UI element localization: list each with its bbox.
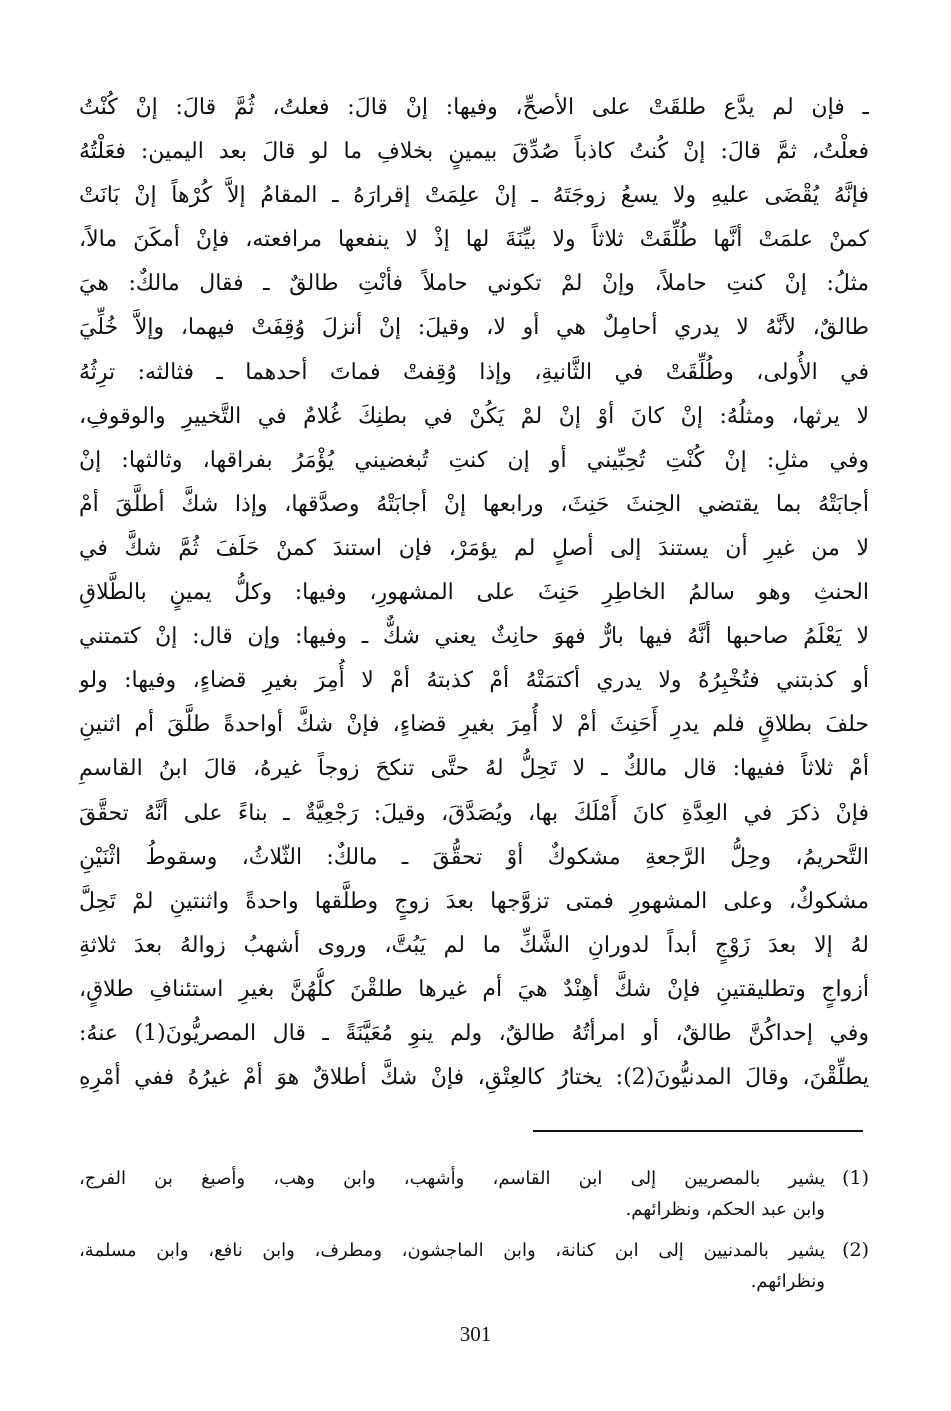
text-line: التَّحريمُ، وحِلُّ الرَّجعةِ مشكوكٌ أوْ تحقُّقَ ـ مالكٌ: الثّلاثُ، وسقوطُ اثْنَيْنِ [79, 844, 869, 870]
footnote-line: وابن عبد الحكم، ونظرائهم. [625, 1199, 825, 1220]
text-line: أزواجٍ وتطليقتينِ فإنْ شكَّ أهِنْدٌ هيَ أم غيرها طلقْنَ كلُّهُنَّ بغيرِ استئنافِ طلاقٍ، [79, 976, 869, 1002]
footnote-text [79, 1235, 825, 1297]
text-line: فعلْتُ، ثمَّ قالَ: إنْ كُنتُ كاذباً صُدِّقَ بيمينٍ بخلافِ ما لو قالَ بعد اليمين: فعَلْتُهُ [79, 139, 869, 165]
text-line: كمنْ علمَتْ أنَّها طُلِّقَتْ ثلاثاً ولا بيِّنَةَ لها إذْ لا ينفعها مرافعته، فإنْ أمكَنَ مالاً، [79, 227, 869, 253]
footnotes-block [79, 1163, 869, 1307]
text-line: مشكوكٌ، وعلى المشهورِ فمتى تزوَّجها بعدَ زوجٍ وطلَّقها واحدةً واثنتينِ لمْ تَحِلَّ [79, 888, 869, 914]
text-line: يطلِّقْنَ، وقالَ المدنيُّونَ(2): يختارُ كالعِتْقِ، فإنْ شكَّ أطلاقٌ هوَ أمْ غيرُهُ ففي أمْرِهِ [79, 1065, 869, 1091]
footnote-separator [533, 1130, 863, 1132]
text-line: فإنْ ذكرَ في العِدَّةِ كانَ أَمْلَكَ بها، ويُصَدَّقَ، وقيلَ: رَجْعِيَّةٌ ـ بناءً على أنَّهُ تحقَّقَ [79, 800, 869, 826]
footnote-text [79, 1163, 825, 1225]
text-line: لا يرثها، ومثلُهُ: إنْ كانَ أوْ إنْ لمْ يَكُنْ في بطنِكَ غُلامٌ في التَّخييرِ والوقوفِ، [79, 403, 869, 429]
main-text-block [79, 86, 869, 1100]
footnote-number: (2) [842, 1239, 869, 1261]
text-line: ـ فإن لم يدَّع طلقَتْ على الأصحِّ، وفيها: إنْ قالَ: فعلتُ، ثُمَّ قالَ: إنْ كُنْتُ [79, 95, 869, 120]
text-line: فإنَّهُ يُقْضَى عليهِ ولا يسعُ زوجَتَهُ ـ إنْ علِمَتْ إقرارَهُ ـ المقامُ إلاَّ كُرْهاً إنْ بَانَتْ [79, 183, 869, 209]
text-line: وفي إحداكُنَّ طالقٌ، أو امرأتُهُ طالقٌ، ولم ينوِ مُعَيَّنَةً ـ قال المصريُّونَ(1) عنهُ: [79, 1020, 869, 1046]
text-line: حلفَ بطلاقٍ فلم يدرِ أَحَنِثَ أمْ لا أُمِرَ بغيرِ قضاءٍ، فإنْ شكَّ أواحدةً طلَّقَ أم اثنينِ [79, 712, 869, 738]
text-line: لا يَعْلَمُ صاحبها أنَّهُ فيها بارٌّ فهوَ حانِثٌ يعني شكٌّ ـ وفيها: وإن قال: إنْ كتمتني [79, 624, 869, 650]
text-line: لا من غيرِ أن يستندَ إلى أصلٍ لم يؤمَرْ، فإن استندَ كمنْ حَلَفَ ثُمَّ شكَّ في [79, 535, 869, 561]
footnote-2 [79, 1235, 869, 1297]
text-line: وفي مثلِ: إنْ كُنْتِ تُحِبِّيني أو إن كنتِ تُبغضيني يُؤْمَرُ بفراقها، وثالثها: إنْ [79, 447, 869, 473]
text-line: مثلُ: إنْ كنتِ حاملاً، وإنْ لمْ تكوني حاملاً فأنْتِ طالقٌ ـ فقال مالكٌ: هيَ [79, 271, 869, 297]
footnote-line: ونظرائهم. [750, 1271, 825, 1292]
footnote-line: يشير بالمدنيين إلى ابن كنانة، وابن الماجشون، ومطرف، وابن نافع، وابن مسلمة، [79, 1240, 825, 1261]
text-line: أو كذبتني فتُخْبِرُهُ ولا يدري أكتمَتْهُ أمْ كذبتهُ أمْ لا أُمِرَ بغيرِ قضاءٍ، وفيها: ولو [79, 668, 869, 694]
text-line: في الأُولى، وطُلِّقَتْ في الثَّانيةِ، وإذا وُقِفتْ فماتَ أحدهما ـ فثالثه: ترِثُهُ [79, 359, 869, 385]
page-number: 301 [459, 1322, 492, 1346]
text-line: طالقٌ، لأنَّهُ لا يدري أحامِلٌ هي أو لا، وقيلَ: إنْ أنزلَ وُقِفَتْ فيهما، وإلاَّ خُلِّيَ [79, 315, 869, 341]
text-line: أجابَتْهُ بما يقتضي الحِنثَ حَنِثَ، ورابعها إنْ أجابَتْهُ وصدَّقها، وإذا شكَّ أطلَّقَ أمْ [79, 491, 869, 517]
footnote-1 [79, 1163, 869, 1225]
footnote-line: يشير بالمصريين إلى ابن القاسم، وأشهب، وابن وهب، وأصبغ بن الفرج، [79, 1168, 825, 1189]
text-line: لهُ إلا بعدَ زَوْجٍ أبداً لدورانِ الشَّكِّ ما لم يَبُتَّ، وروى أشهبُ زوالهُ بعدَ ثلاثةِ [79, 932, 869, 958]
footnote-number: (1) [842, 1167, 869, 1189]
text-line: أمْ ثلاثاً ففيها: قال مالكٌ ـ لا تَحِلُّ لهُ حتَّى تنكحَ زوجاً غيرهُ، قالَ ابنُ القاسمِ [79, 756, 869, 782]
text-line: الحنثِ وهو سالمُ الخاطِرِ حَنِثَ على المشهورِ، وفيها: وكلُّ يمينٍ بالطَّلاقِ [79, 580, 869, 606]
